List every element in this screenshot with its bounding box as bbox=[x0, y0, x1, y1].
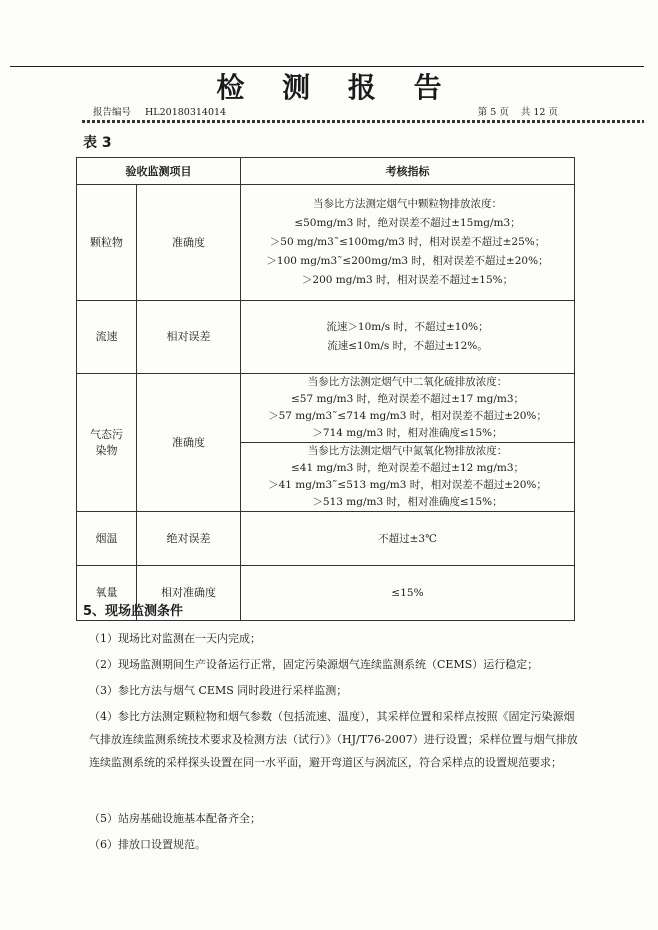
criteria-line: ＞714 mg/m3 时，相对准确度≤15%； bbox=[312, 427, 503, 439]
condition-item: （6）排放口设置规范。 bbox=[89, 838, 206, 851]
criteria-line: 当参比方法测定烟气中氮氧化物排放浓度： bbox=[307, 445, 508, 457]
criteria-line: ≤50mg/m3 时，绝对误差不超过±15mg/m3； bbox=[294, 217, 521, 229]
item-cell: 颗粒物 bbox=[77, 185, 137, 301]
criteria-cell: ≤15% bbox=[241, 566, 575, 621]
table-row-velocity bbox=[77, 301, 575, 374]
page-number: 第 5 页 bbox=[477, 107, 509, 118]
condition-item: （3）参比方法与烟气 CEMS 同时段进行采样监测； bbox=[89, 684, 348, 697]
table-row-particulate bbox=[77, 185, 575, 301]
item-cell: 氧量 bbox=[77, 566, 137, 621]
criteria-line: ＞100 mg/m3˜≤200mg/m3 时，相对误差不超过±20%； bbox=[266, 255, 549, 267]
criteria-line: ＞200 mg/m3 时，相对误差不超过±15%； bbox=[301, 274, 514, 286]
condition-item: （4）参比方法测定颗粒物和烟气参数（包括流速、温度），其采样位置和采样点按照《固定污染源烟气排放连续监测系统技术要求及检测方法（试行）》（HJ/T76-2007）进行设置；采样位置与烟气排放连续监测系统的采样探头设置在同一水平面，避开弯道区与涡流区，符合采样点的设置规范要求； bbox=[89, 710, 578, 769]
criteria-line: 当参比方法测定烟气中二氧化硫排放浓度： bbox=[307, 376, 508, 388]
criteria-cell bbox=[241, 185, 575, 301]
condition-item: （1）现场比对监测在一天内完成； bbox=[89, 632, 261, 645]
section-title: 5、现场监测条件 bbox=[83, 604, 184, 619]
sub-item-cell: 准确度 bbox=[137, 185, 241, 301]
criteria-line: 流速≤10m/s 时，不超过±12%。 bbox=[327, 340, 488, 352]
condition-item: （2）现场监测期间生产设备运行正常，固定污染源烟气连续监测系统（CEMS）运行稳定； bbox=[89, 658, 539, 671]
table-header-row bbox=[77, 158, 575, 185]
criteria-cell bbox=[241, 374, 575, 443]
item-line: 气态污 bbox=[90, 427, 123, 441]
report-number-value: HL20180314014 bbox=[145, 107, 227, 118]
header-criteria: 考核指标 bbox=[241, 158, 575, 185]
table-label: 表 3 bbox=[83, 135, 112, 151]
report-number-label: 报告编号 bbox=[93, 107, 132, 118]
criteria-cell: 不超过±3℃ bbox=[241, 512, 575, 566]
table-row-temperature bbox=[77, 512, 575, 566]
criteria-line: 流速＞10m/s 时，不超过±10%； bbox=[326, 321, 489, 333]
item-cell bbox=[77, 374, 137, 512]
criteria-line: ≤41 mg/m3 时，绝对误差不超过±12 mg/m3； bbox=[290, 462, 525, 474]
header-item: 验收监测项目 bbox=[77, 158, 241, 185]
criteria-cell bbox=[241, 301, 575, 374]
criteria-line: ＞50 mg/m3˜≤100mg/m3 时，相对误差不超过±25%； bbox=[269, 236, 546, 248]
criteria-cell bbox=[241, 443, 575, 512]
sub-item-cell: 相对误差 bbox=[137, 301, 241, 374]
sub-item-cell: 相对准确度 bbox=[137, 566, 241, 621]
sub-item-cell: 准确度 bbox=[137, 374, 241, 512]
page-total: 共 12 页 bbox=[520, 107, 558, 118]
table-row-gaseous-so2 bbox=[77, 374, 575, 443]
report-title: 检 测 报 告 bbox=[216, 71, 456, 104]
condition-item: （5）站房基础设施基本配备齐全； bbox=[89, 812, 261, 825]
report-number bbox=[93, 104, 226, 118]
criteria-line: ≤57 mg/m3 时，绝对误差不超过±17 mg/m3； bbox=[290, 393, 525, 405]
dashed-divider bbox=[82, 120, 644, 123]
sub-item-cell: 绝对误差 bbox=[137, 512, 241, 566]
page-indicator bbox=[478, 104, 558, 118]
criteria-line: ＞513 mg/m3 时，相对准确度≤15%； bbox=[312, 496, 503, 508]
item-cell: 流速 bbox=[77, 301, 137, 374]
item-cell: 烟温 bbox=[77, 512, 137, 566]
criteria-line: ＞41 mg/m3˜≤513 mg/m3 时，相对误差不超过±20%； bbox=[268, 479, 547, 491]
criteria-line: ＞57 mg/m3˜≤714 mg/m3 时，相对误差不超过±20%； bbox=[268, 410, 547, 422]
item-line: 染物 bbox=[95, 443, 118, 457]
acceptance-table bbox=[76, 157, 575, 621]
criteria-line: 当参比方法测定烟气中颗粒物排放浓度： bbox=[313, 198, 502, 210]
